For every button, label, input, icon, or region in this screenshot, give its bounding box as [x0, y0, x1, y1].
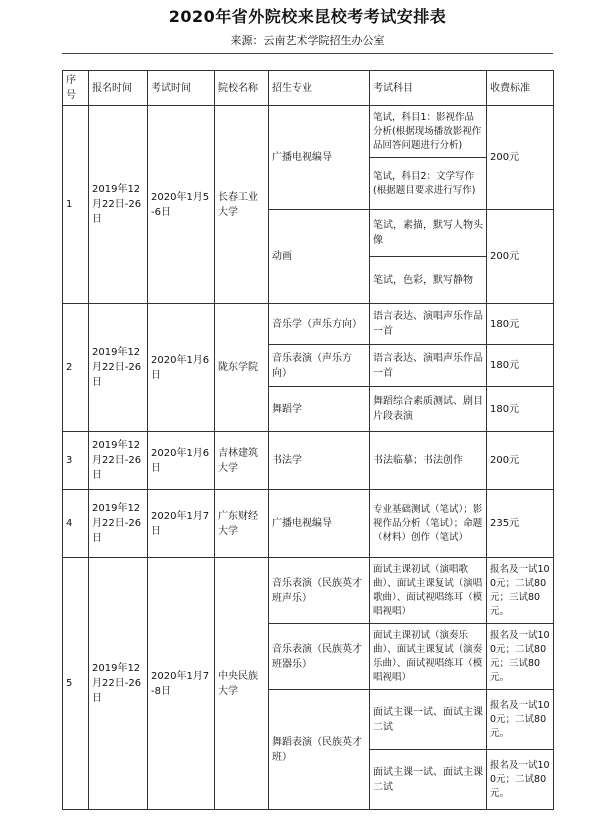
cell-fee: 200元 — [487, 210, 554, 304]
header-school: 院校名称 — [215, 71, 269, 106]
cell-subject: 笔试，素描，默写人物头像 — [370, 210, 487, 257]
cell-exam-time: 2020年1月6日 — [148, 432, 215, 490]
table-row — [63, 490, 554, 558]
cell-major: 书法学 — [269, 432, 370, 490]
document-title: 2020年省外院校来昆校考考试安排表 — [168, 7, 447, 26]
cell-major: 舞蹈学 — [269, 387, 370, 432]
cell-subject: 语言表达、演唱声乐作品一首 — [370, 345, 487, 387]
cell-major: 广播电视编导 — [269, 106, 370, 210]
table-row — [63, 432, 554, 490]
cell-major: 音乐表演（声乐方向） — [269, 345, 370, 387]
cell-subject: 面试主课一试、面试主课二试 — [370, 690, 487, 750]
header-major: 招生专业 — [269, 71, 370, 106]
document-source: 来源：云南艺术学院招生办公室 — [230, 34, 385, 47]
cell-fee: 报名及一试100元；二试80元；三试80元。 — [487, 624, 554, 690]
cell-subject: 舞蹈综合素质测试、剧目片段表演 — [370, 387, 487, 432]
cell-major: 音乐表演（民族英才班器乐） — [269, 624, 370, 690]
table-row — [63, 558, 554, 624]
cell-subject: 面试主课初试（演奏乐曲）、面试主课复试（演奏乐曲）、面试视唱练耳（模唱视唱） — [370, 624, 487, 690]
header-subjects: 考试科目 — [370, 71, 487, 106]
cell-exam-time: 2020年1月7日 — [148, 490, 215, 558]
cell-major: 广播电视编导 — [269, 490, 370, 558]
cell-fee: 180元 — [487, 304, 554, 345]
table-row — [63, 106, 554, 158]
cell-fee: 报名及一试100元；二试80元；三试80元。 — [487, 558, 554, 624]
cell-subject: 面试主课初试（演唱歌曲）、面试主课复试（演唱歌曲）、面试视唱练耳（模唱视唱） — [370, 558, 487, 624]
cell-fee: 180元 — [487, 387, 554, 432]
cell-reg-time: 2019年12月22日-26日 — [89, 304, 148, 432]
cell-subject: 专业基础测试（笔试）；影视作品分析（笔试）；命题（材料）创作（笔试） — [370, 490, 487, 558]
cell-fee: 200元 — [487, 106, 554, 210]
cell-exam-time: 2020年1月7-8日 — [148, 558, 215, 810]
cell-seq: 4 — [63, 490, 89, 558]
cell-subject: 笔试，色彩，默写静物 — [370, 257, 487, 304]
table-header-row — [63, 71, 554, 106]
cell-subject: 书法临摹；书法创作 — [370, 432, 487, 490]
cell-reg-time: 2019年12月22日-26日 — [89, 432, 148, 490]
cell-subject: 笔试，科目2：文学写作(根据题目要求进行写作) — [370, 158, 487, 210]
cell-fee: 180元 — [487, 345, 554, 387]
header-exam-time: 考试时间 — [148, 71, 215, 106]
cell-major: 舞蹈表演（民族英才班） — [269, 690, 370, 810]
cell-school: 吉林建筑大学 — [215, 432, 269, 490]
cell-school: 中央民族大学 — [215, 558, 269, 810]
table-row — [63, 304, 554, 345]
cell-fee: 235元 — [487, 490, 554, 558]
cell-major: 音乐表演（民族英才班声乐） — [269, 558, 370, 624]
cell-school: 广东财经大学 — [215, 490, 269, 558]
cell-major: 音乐学（声乐方向） — [269, 304, 370, 345]
cell-fee: 报名及一试100元；二试80元。 — [487, 750, 554, 810]
cell-subject: 面试主课一试、面试主课二试 — [370, 750, 487, 810]
header-seq: 序号 — [63, 71, 89, 106]
header-reg-time: 报名时间 — [89, 71, 148, 106]
cell-subject: 笔试，科目1：影视作品分析(根据现场播放影视作品回答问题进行分析) — [370, 106, 487, 158]
cell-subject: 语言表达、演唱声乐作品一首 — [370, 304, 487, 345]
cell-fee: 200元 — [487, 432, 554, 490]
cell-fee: 报名及一试100元；二试80元。 — [487, 690, 554, 750]
cell-seq: 2 — [63, 304, 89, 432]
cell-reg-time: 2019年12月22日-26日 — [89, 106, 148, 304]
title-divider — [62, 53, 553, 54]
exam-schedule-table — [62, 70, 554, 810]
cell-major: 动画 — [269, 210, 370, 304]
header-fee: 收费标准 — [487, 71, 554, 106]
cell-reg-time: 2019年12月22日-26日 — [89, 490, 148, 558]
cell-school: 长春工业大学 — [215, 106, 269, 304]
cell-school: 陇东学院 — [215, 304, 269, 432]
cell-exam-time: 2020年1月6日 — [148, 304, 215, 432]
cell-exam-time: 2020年1月5-6日 — [148, 106, 215, 304]
cell-seq: 3 — [63, 432, 89, 490]
cell-reg-time: 2019年12月22日-26日 — [89, 558, 148, 810]
cell-seq: 5 — [63, 558, 89, 810]
cell-seq: 1 — [63, 106, 89, 304]
